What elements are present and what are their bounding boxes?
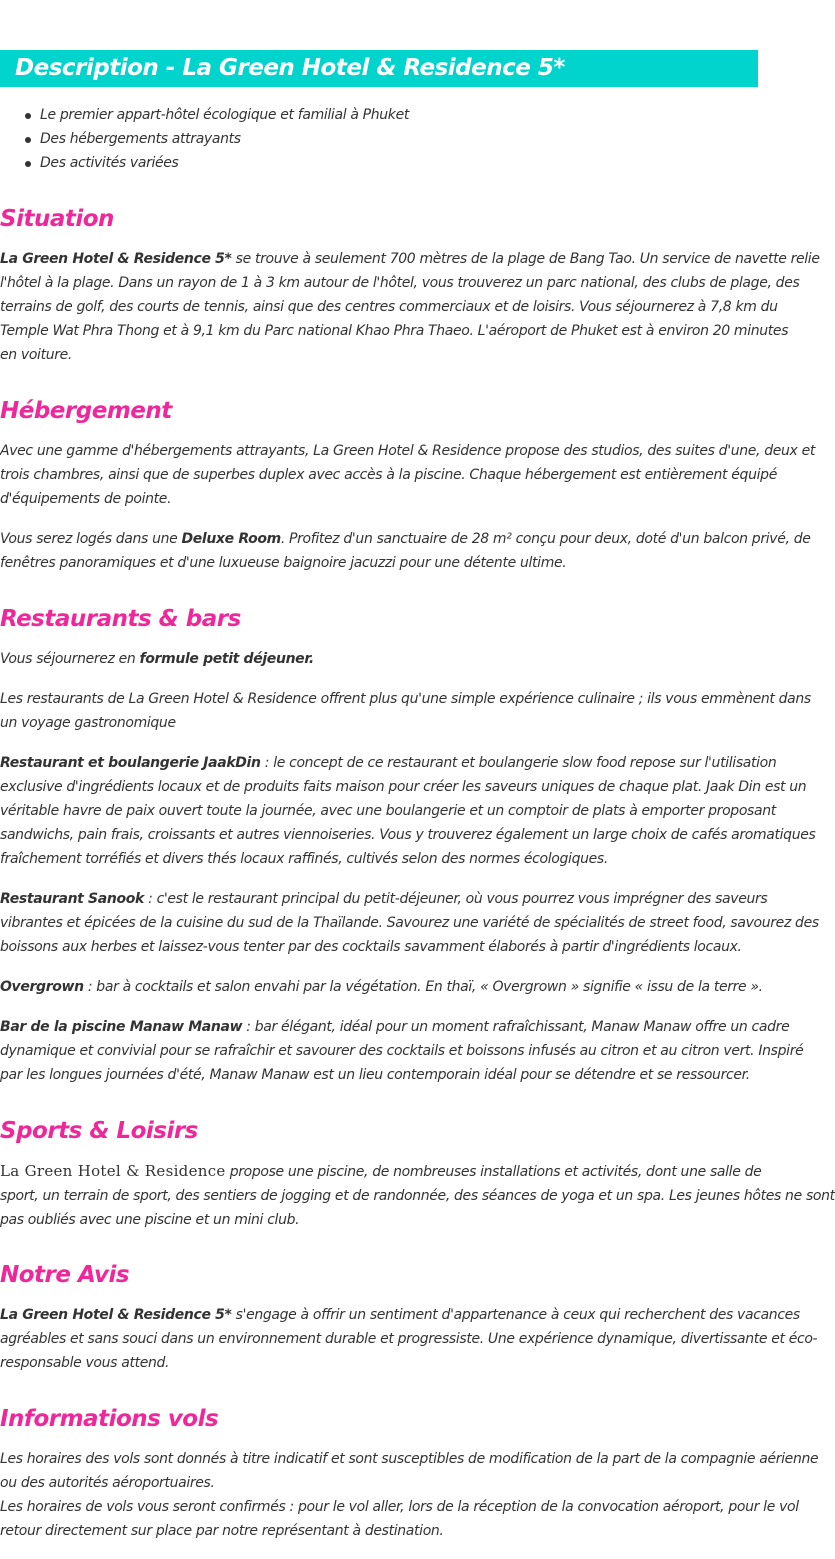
overgrown-paragraph: Overgrown : bar à cocktails et salon envahi par la végétation. En thaï, « Overgrown » signifie « issu de la terre ». <box>0 979 763 995</box>
restaurants-intro-paragraph: Les restaurants de La Green Hotel & Residence offrent plus qu'une simple expérience culinaire ; ils vous emmènent dans un voyage gastronomique <box>0 691 811 731</box>
description-banner <box>0 50 758 87</box>
page-title: Description - La Green Hotel & Residence 5* <box>15 55 565 81</box>
section-heading-restaurants: Restaurants & bars <box>0 606 241 632</box>
sports-paragraph: La Green Hotel & Residence propose une piscine, de nombreuses installations et activités, dont une salle de sport, un terrain de sport, des sentiers de jogging et de randonnée, des séances de yoga et un spa. Les jeunes hôtes ne sont pas oubliés avec une piscine et un mini club. <box>0 1162 835 1228</box>
section-heading-vols: Informations vols <box>0 1406 219 1432</box>
formula-paragraph: Vous séjournerez en formule petit déjeuner. <box>0 651 314 667</box>
manaw-paragraph: Bar de la piscine Manaw Manaw : bar élégant, idéal pour un moment rafraîchissant, Manaw Manaw offre un cadre dynamique et convivial pour se rafraîchir et savourer des cocktails et boissons infusés au citron et au citron vert. Inspiré par les longues journées d'été, Manaw Manaw est un lieu contemporain idéal pour se détendre et se ressourcer. <box>0 1019 804 1083</box>
situation-paragraph: La Green Hotel & Residence 5* se trouve à seulement 700 mètres de la plage de Bang Tao. Un service de navette relie l'hôtel à la plage. Dans un rayon de 1 à 3 km autour de l'hôtel, vous trouverez un parc national, des clubs de plage, des terrains de golf, des courts de tennis, ainsi que des centres commerciaux et de loisirs. Vous séjournerez à 7,8 km du Temple Wat Phra Thong et à 9,1 km du Parc national Khao Phra Thaeo. L'aéroport de Phuket est à environ 20 minutes en voiture. <box>0 251 820 363</box>
hotel-name: La Green Hotel & Residence 5* <box>0 1307 232 1323</box>
vols-paragraph: Les horaires des vols sont donnés à titre indicatif et sont susceptibles de modification de la part de la compagnie aérienne ou des autorités aéroportuaires. Les horaires de vols vous seront confirmés : pour le vol aller, lors de la réception de la convocation aéroport, pour le vol retour directement sur place par notre représentant à destination. <box>0 1451 819 1539</box>
restaurant-name: Restaurant et boulangerie JaakDin <box>0 755 261 771</box>
bar-name: Bar de la piscine Manaw Manaw <box>0 1019 243 1035</box>
hotel-name: La Green Hotel & Residence 5* <box>0 251 232 267</box>
jaakdin-paragraph: Restaurant et boulangerie JaakDin : le concept de ce restaurant et boulangerie slow food repose sur l'utilisation exclusive d'ingrédients locaux et de produits faits maison pour créer les saveurs uniques de chaque plat. Jaak Din est un véritable havre de paix ouvert toute la journée, avec une boulangerie et un comptoir de plats à emporter proposant sandwichs, pain frais, croissants et autres viennoiseries. Vous y trouverez également un large choix de cafés aromatiques fraîchement torréfiés et divers thés locaux raffinés, cultivés selon des normes écologiques. <box>0 755 816 867</box>
bar-name: Overgrown <box>0 979 84 995</box>
section-heading-situation: Situation <box>0 206 114 232</box>
board-formula: formule petit déjeuner. <box>139 651 314 667</box>
section-heading-avis: Notre Avis <box>0 1262 130 1288</box>
list-item: Le premier appart-hôtel écologique et familial à Phuket <box>0 103 409 127</box>
section-heading-sports: Sports & Loisirs <box>0 1118 198 1144</box>
hotel-name: La Green Hotel & Residence <box>0 1162 226 1180</box>
room-paragraph: Vous serez logés dans une Deluxe Room. Profitez d'un sanctuaire de 28 m² conçu pour deux, doté d'un balcon privé, de fenêtres panoramiques et d'une luxueuse baignoire jacuzzi pour une détente ultime. <box>0 531 811 571</box>
section-heading-hebergement: Hébergement <box>0 398 172 424</box>
sanook-paragraph: Restaurant Sanook : c'est le restaurant principal du petit-déjeuner, où vous pourrez vous imprégner des saveurs vibrantes et épicées de la cuisine du sud de la Thaïlande. Savourez une variété de spécialités de street food, savourez des boissons aux herbes et laissez-vous tenter par des cocktails savamment élaborés à partir d'ingrédients locaux. <box>0 891 819 955</box>
highlights-list <box>0 103 409 175</box>
list-item: Des hébergements attrayants <box>0 127 409 151</box>
list-item: Des activités variées <box>0 151 409 175</box>
avis-paragraph: La Green Hotel & Residence 5* s'engage à offrir un sentiment d'appartenance à ceux qui recherchent des vacances agréables et sans souci dans un environnement durable et progressiste. Une expérience dynamique, divertissante et éco- responsable vous attend. <box>0 1307 818 1371</box>
room-type: Deluxe Room <box>181 531 281 547</box>
hebergement-paragraph: Avec une gamme d'hébergements attrayants, La Green Hotel & Residence propose des studios, des suites d'une, deux et trois chambres, ainsi que de superbes duplex avec accès à la piscine. Chaque hébergement est entièrement équipé d'équipements de pointe. <box>0 443 815 507</box>
restaurant-name: Restaurant Sanook <box>0 891 144 907</box>
